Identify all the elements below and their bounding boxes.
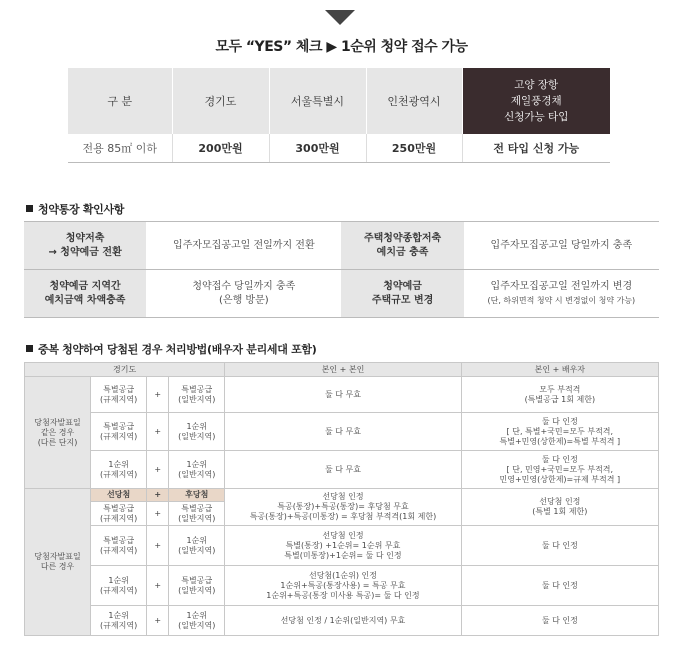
header-special — [462, 68, 610, 134]
table-row: 특별공급 (규제지역) + 특별공급 (일반지역) — [25, 502, 659, 526]
overlap-rules-table — [24, 362, 659, 636]
table-row — [24, 270, 659, 318]
header-self-self: 본인 + 본인 — [225, 363, 461, 377]
label-cell: 청약예금 주택규모 변경 — [341, 270, 463, 318]
table-row: 특별공급 (규제지역) + 1순위 (일반지역) 둘 다 무효 둘 다 인정 [ 단, 특별+국민=모두 부적격, 특별+민영(상한제)=특별 부적격 ] — [25, 413, 659, 451]
label-cell: 주택청약종합저축 예치금 충족 — [341, 222, 463, 270]
label-cell: 청약저축 → 청약예금 전환 — [24, 222, 146, 270]
label-cell: 청약예금 지역간 예치금액 차액충족 — [24, 270, 146, 318]
cell-incheon: 250만원 — [366, 134, 462, 162]
section-title-overlap: 중복 청약하여 당첨된 경우 처리방법(배우자 분리세대 포함) — [26, 341, 316, 357]
table-row: 당첨자발표일 같은 경우 (다른 단지) 특별공급 (규제지역) + 특별공급 (일반지역) 둘 다 무효 모두 부적격 (특별공급 1회 제한) — [25, 377, 659, 413]
headline: 모두 “YES” 체크 ▶ 1순위 청약 접수 가능 — [215, 39, 468, 55]
first-win-label: 선당첨 — [91, 489, 147, 502]
header-special-line1: 고양 장항 — [514, 79, 559, 91]
group-same-date: 당첨자발표일 같은 경우 (다른 단지) — [25, 377, 91, 489]
cell-special: 전 타입 신청 가능 — [462, 134, 610, 162]
cell-seoul: 300만원 — [269, 134, 366, 162]
cell-area: 전용 85㎡ 이하 — [68, 134, 172, 162]
table-row: 당첨자발표일 다른 경우 선당첨 + 후당첨 선당첨 인정 특공(통장)+특공(통장)= 후당첨 무효 특공(통장)+특공(미통장) = 후당첨 부적격(1회 제한) 선당첨 인정 (특별 1회 제한) — [25, 489, 659, 502]
header-special-line2: 제일풍경채 — [510, 95, 562, 107]
region-deposit-table — [68, 68, 610, 163]
value-cell: 입주자모집공고일 당일까지 충족 — [464, 222, 659, 270]
cell-gyeonggi: 200만원 — [172, 134, 269, 162]
header-special-line3: 신청가능 타입 — [504, 111, 569, 123]
value-cell: 청약접수 당일까지 충족 (은행 방문) — [146, 270, 341, 318]
value-cell: 입주자모집공고일 전일까지 전환 — [146, 222, 341, 270]
arrow-down-icon — [325, 10, 355, 25]
section-title-account: 청약통장 확인사항 — [26, 201, 124, 217]
table-row — [24, 222, 659, 270]
header-gyeonggi: 경기도 — [172, 68, 269, 134]
later-win-label: 후당첨 — [169, 489, 225, 502]
header-gyeonggi: 경기도 — [25, 363, 225, 377]
table-row — [68, 134, 610, 162]
square-bullet-icon — [26, 345, 33, 352]
table-row: 특별공급 (규제지역) + 1순위 (일반지역) 선당첨 인정 특별(통장) +1순위= 1순위 무효 특별(미통장)+1순위= 둘 다 인정 둘 다 인정 — [25, 526, 659, 566]
header-category: 구 분 — [68, 68, 172, 134]
header-seoul: 서울특별시 — [269, 68, 366, 134]
group-diff-date: 당첨자발표일 다른 경우 — [25, 489, 91, 636]
value-cell: 입주자모집공고일 전일까지 변경 (단, 하위면적 청약 시 변경없이 청약 가능) — [464, 270, 659, 318]
account-check-table — [24, 221, 659, 318]
header-self-spouse: 본인 + 배우자 — [461, 363, 658, 377]
table-row: 1순위 (규제지역) + 1순위 (일반지역) 둘 다 무효 둘 다 인정 [ 단, 민영+국민=모두 부적격, 민영+민영(상한제)=규제 부적격 ] — [25, 451, 659, 489]
table-row: 1순위 (규제지역) + 1순위 (일반지역) 선당첨 인정 / 1순위(일반지역) 무효 둘 다 인정 — [25, 606, 659, 636]
table-row: 1순위 (규제지역) + 특별공급 (일반지역) 선당첨(1순위) 인정 1순위+특공(통장사용) = 특공 무효 1순위+특공(통장 미사용 특공)= 둘 다 인정 둘 다 인정 — [25, 566, 659, 606]
header-incheon: 인천광역시 — [366, 68, 462, 134]
square-bullet-icon — [26, 205, 33, 212]
